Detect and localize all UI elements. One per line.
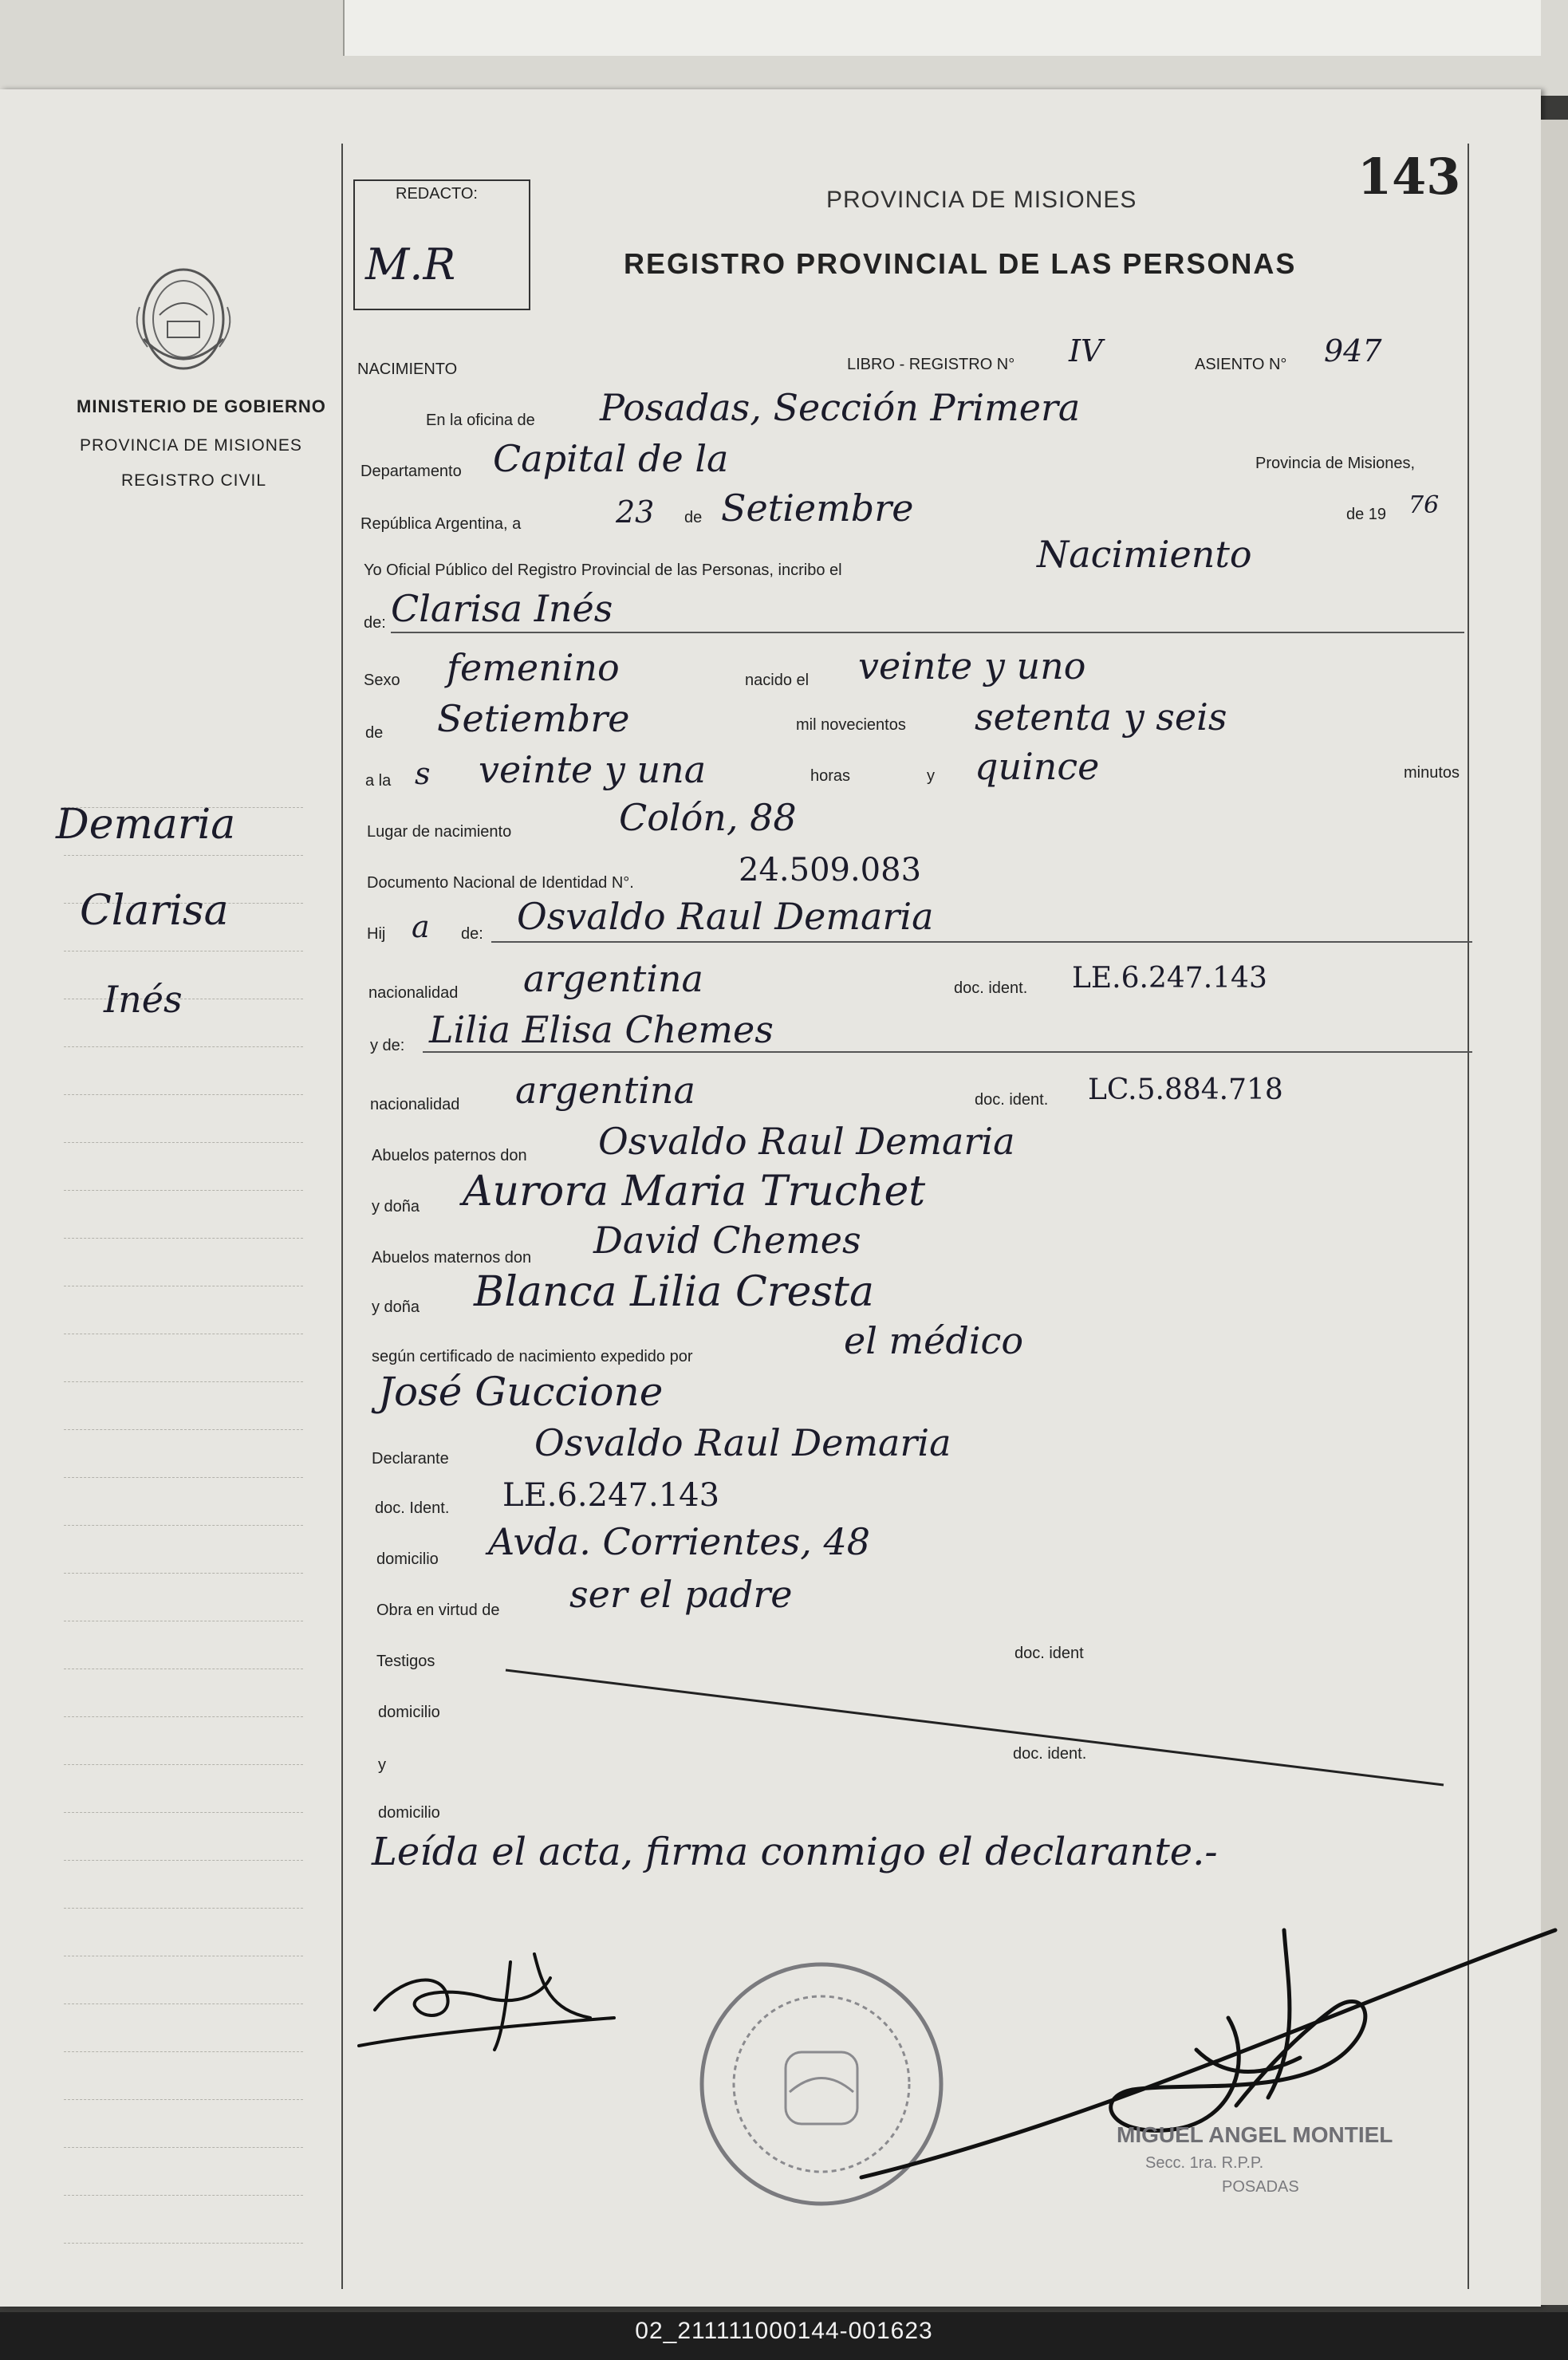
underlying-page-edge	[343, 0, 1541, 56]
svg-text:POSADAS: POSADAS	[1222, 2178, 1299, 2196]
asiento-value: 947	[1324, 333, 1382, 368]
padre-underline	[491, 941, 1472, 943]
anio-value: 76	[1408, 491, 1440, 519]
mes-value: Setiembre	[721, 487, 914, 530]
left-margin-line	[341, 144, 343, 2289]
nac2-label: nacionalidad	[370, 1096, 460, 1113]
testigos-label: Testigos	[376, 1653, 435, 1670]
oficina-value: Posadas, Sección Primera	[600, 386, 1081, 429]
madre-underline	[423, 1051, 1472, 1053]
anio-label: de 19	[1346, 506, 1387, 523]
domicilio-label: domicilio	[376, 1550, 439, 1568]
oficial-value: Nacimiento	[1037, 533, 1252, 576]
domicilio-value: Avda. Corrientes, 48	[488, 1520, 870, 1563]
margin-first-name: Clarisa	[80, 887, 229, 935]
testigo2-domicilio-label: domicilio	[378, 1804, 440, 1822]
mil-label: mil novecientos	[796, 716, 906, 734]
cert-label: según certificado de nacimiento expedido por	[372, 1348, 693, 1365]
coat-of-arms-icon	[128, 259, 239, 379]
libro-label: LIBRO - REGISTRO N°	[847, 356, 1015, 373]
ala-label: a la	[365, 772, 392, 790]
padre-value: Osvaldo Raul Demaria	[517, 895, 934, 938]
lugar-label: Lugar de nacimiento	[367, 823, 512, 841]
doc1-label: doc. ident.	[954, 979, 1028, 997]
am-label: Abuelos maternos don	[372, 1249, 532, 1267]
testigo2-y-label: y	[378, 1756, 386, 1774]
registry-title: REGISTRO PROVINCIAL DE LAS PERSONAS	[624, 247, 1297, 280]
declarante-label: Declarante	[372, 1450, 449, 1468]
oficina-label: En la oficina de	[426, 412, 535, 429]
closing-text: Leída el acta, firma conmigo el declarante.-	[372, 1830, 1218, 1874]
ydona1-value: Aurora Maria Truchet	[463, 1168, 926, 1215]
republica-label: República Argentina, a	[360, 515, 522, 533]
asiento-label: ASIENTO N°	[1195, 356, 1287, 373]
sexo-value: femenino	[447, 646, 620, 689]
hij-suffix: a	[412, 909, 430, 944]
scan-id-caption: 02_211111000144-001623	[635, 2318, 933, 2344]
mes2-value: Setiembre	[437, 697, 630, 740]
dni-label: Documento Nacional de Identidad N°.	[367, 874, 634, 892]
ministry-line-3: REGISTRO CIVIL	[121, 471, 267, 490]
nacido-value: veinte y uno	[858, 644, 1086, 688]
minutos-value: quince	[975, 745, 1100, 788]
ydona2-value: Blanca Lilia Cresta	[474, 1268, 874, 1316]
y-label: y	[927, 767, 935, 785]
docident-value: LE.6.247.143	[502, 1477, 720, 1514]
hij-de-label: de:	[461, 925, 483, 943]
nombre-value: Clarisa Inés	[391, 587, 613, 630]
de-label: de	[684, 509, 703, 526]
madre-value: Lilia Elisa Chemes	[429, 1008, 774, 1051]
svg-text:Secc. 1ra. R.P.P.: Secc. 1ra. R.P.P.	[1145, 2154, 1264, 2172]
nacido-label: nacido el	[745, 672, 810, 689]
page-number: 143	[1357, 148, 1461, 206]
redacto-label: REDACTO:	[396, 185, 478, 203]
cert-value: el médico	[844, 1319, 1024, 1362]
medico-value: José Guccione	[378, 1369, 664, 1415]
anio2-value: setenta y seis	[975, 695, 1227, 739]
libro-value: IV	[1069, 333, 1103, 368]
svg-text:MIGUEL ANGEL MONTIEL: MIGUEL ANGEL MONTIEL	[1117, 2122, 1393, 2147]
lugar-value: Colón, 88	[619, 796, 797, 839]
docident-label: doc. Ident.	[375, 1499, 450, 1517]
departamento-value: Capital de la	[493, 437, 729, 480]
madre-label: y de:	[370, 1037, 405, 1054]
ap-value: Osvaldo Raul Demaria	[598, 1120, 1015, 1163]
nac1-value: argentina	[523, 957, 703, 1000]
nombre-underline	[391, 632, 1464, 633]
doc2-label: doc. ident.	[975, 1091, 1049, 1109]
sexo-label: Sexo	[364, 672, 400, 689]
ala-suffix: s	[415, 756, 431, 791]
dia-value: 23	[616, 494, 655, 530]
province-title: PROVINCIA DE MISIONES	[826, 187, 1137, 213]
departamento-label: Departamento	[360, 463, 462, 480]
acta-type-label: NACIMIENTO	[357, 361, 458, 378]
mes2-label: de	[365, 724, 384, 742]
ministry-line-2: PROVINCIA DE MISIONES	[80, 436, 302, 455]
testigo1-doc-label: doc. ident	[1014, 1645, 1084, 1662]
ap-label: Abuelos paternos don	[372, 1147, 527, 1164]
obra-label: Obra en virtud de	[376, 1602, 500, 1619]
hij-label: Hij	[367, 925, 386, 943]
officer-name-stamp	[1109, 2118, 1444, 2206]
ydona1-label: y doña	[372, 1198, 420, 1215]
horas-value: veinte y una	[479, 748, 707, 791]
oficial-label: Yo Oficial Público del Registro Provincial de las Personas, incribo el	[364, 561, 842, 579]
testigo1-domicilio-label: domicilio	[378, 1704, 440, 1721]
ydona2-label: y doña	[372, 1298, 420, 1316]
margin-surname: Demaria	[56, 801, 236, 849]
obra-value: ser el padre	[569, 1573, 793, 1616]
redacto-initials: M.R	[365, 239, 456, 290]
horas-label: horas	[810, 767, 851, 785]
margin-second-name: Inés	[104, 978, 183, 1021]
declarante-value: Osvaldo Raul Demaria	[534, 1421, 951, 1464]
nac2-value: argentina	[515, 1069, 695, 1112]
doc1-value: LE.6.247.143	[1072, 962, 1267, 995]
declarante-signature	[351, 1930, 622, 2066]
provincia-label: Provincia de Misiones,	[1255, 455, 1416, 472]
doc2-value: LC.5.884.718	[1088, 1074, 1283, 1106]
minutos-label: minutos	[1404, 764, 1460, 782]
am-value: David Chemes	[593, 1219, 861, 1262]
nac1-label: nacionalidad	[368, 984, 459, 1002]
ministry-line-1: MINISTERIO DE GOBIERNO	[77, 396, 326, 416]
nombre-label: de:	[364, 614, 386, 632]
testigo2-doc-label: doc. ident.	[1013, 1745, 1087, 1763]
dni-value: 24.509.083	[739, 852, 922, 888]
testigos-strike-line	[502, 1665, 1475, 1793]
